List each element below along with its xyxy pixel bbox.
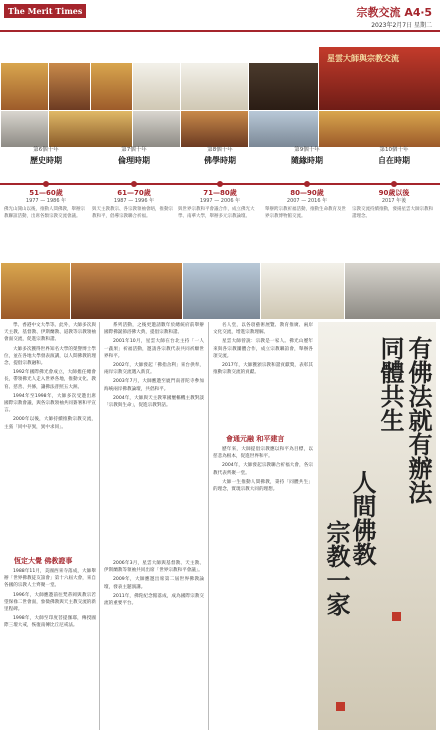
timeline-range: 61—70歲 xyxy=(117,189,151,197)
article-column-3 xyxy=(213,322,313,378)
timeline-dot xyxy=(304,181,310,187)
timeline-note: 宗教交流持續推動，發揚星雲大師宗教和諧理念。 xyxy=(352,207,433,219)
timeline-title: 倫理時期 xyxy=(118,156,150,165)
timeline-range: 90歲以後 xyxy=(378,189,410,197)
timeline-period-2 xyxy=(92,146,176,174)
timeline-dot xyxy=(131,181,137,187)
paragraph: 1992年國際佛光會成立，大師擔任總會長，帶領佛光人走入世界各地，推動文化、教育、慈善、共修，讓佛法普照五大洲。 xyxy=(4,370,96,390)
red-seal-stamp xyxy=(336,702,345,711)
timeline-range: 51—60歲 xyxy=(29,189,63,197)
paragraph: 1998年，大師至印度菩提伽耶，傳授國際三壇大戒，恢復南傳比丘尼戒法。 xyxy=(4,616,96,629)
banner-text: 星雲大師與宗教交流 xyxy=(327,54,399,63)
paragraph: 2004年，大師與天主教單國璽樞機主教對談「宗教與生命」，促進宗教對話。 xyxy=(104,395,204,409)
photo-group-monks xyxy=(0,262,72,320)
photo-temple-building xyxy=(182,262,262,320)
timeline-dot xyxy=(43,181,49,187)
paragraph: 2000年以後，大師持續推動宗教交流，主張「同中存異，異中求同」。 xyxy=(4,417,96,430)
paragraph: 星雲大師曾說：宗教是一家人。佛光山歷年來與各宗教團體合作，成立宗教聯誼會，舉辦各項交流。 xyxy=(213,339,313,359)
paragraph: 學、香港中文大學等。此外，大師多次與天主教、基督教、伊斯蘭教、道教等宗教領袖會面交流，促進宗教和諧。 xyxy=(4,323,96,343)
paragraph: 2004年，大師發起宗教聯合祈福大會，各宗教代表齊聚一堂。 xyxy=(213,463,313,476)
paragraph: 2002年，大師發起「佛指舍利」來台供奉，兩岸宗教交流邁入新頁。 xyxy=(104,363,204,376)
timeline-title: 歷史時期 xyxy=(30,156,62,165)
photo-small-5 xyxy=(248,110,320,148)
timeline-dot xyxy=(391,181,397,187)
timeline-period-4 xyxy=(265,146,349,174)
photo-small-6 xyxy=(318,110,440,148)
paragraph: 1996年，大師應邀前往梵蒂岡與教宗若望保祿二世會面，象徵佛教與天主教交流的新里程碑。 xyxy=(4,592,96,613)
paragraph: 大師一生推動人間佛教，秉持「同體共生」的理念，實現宗教大同的理想。 xyxy=(213,479,313,493)
calligraphy-line-4: 宗教一家 xyxy=(322,520,351,616)
paragraph: 2006年3月，星雲大師與基督教、天主教、伊斯蘭教等領袖共同出席「世界宗教和平會議」。 xyxy=(104,561,204,574)
paragraph: 1994年至1998年，大師多次受邀出席國際宗教會議，與各宗教領袖共同簽署和平宣言。 xyxy=(4,393,96,414)
photo-meeting xyxy=(344,262,440,320)
photo-handshake xyxy=(260,262,346,320)
newspaper-logo: The Merit Times xyxy=(4,4,86,18)
paragraph: 系列活動，之後更邀請數年於總統府前舉辦國際佛誕節浴佛大典，提倡宗教和諧。 xyxy=(104,323,204,336)
column-divider xyxy=(99,322,100,730)
timeline-note: 舉辦跨宗教祈福活動，推動生命教育及世界宗教博物館交流。 xyxy=(265,207,346,219)
timeline-range: 80—90歲 xyxy=(290,189,324,197)
masthead xyxy=(0,0,440,34)
photo-assembly xyxy=(70,262,184,320)
timeline-title: 佛學時期 xyxy=(204,156,236,165)
header-rule xyxy=(0,30,440,32)
photo-monks-standing xyxy=(90,62,134,112)
photo-small-3 xyxy=(132,110,182,148)
subheading-2: 會通元融 和平建言 xyxy=(226,435,285,443)
paragraph: 大師多次獲得世界知名大學的榮譽博士學位，並在各地大學發表演講，以人間佛教的理念，提倡宗教融和。 xyxy=(4,346,96,367)
timeline-period-3 xyxy=(178,146,262,174)
issue-date: 2023年2月7日 星期二 xyxy=(371,22,432,29)
timeline-dot xyxy=(217,181,223,187)
timeline-years: 2017 年後 xyxy=(381,198,407,204)
article-column-2 xyxy=(104,322,204,411)
paragraph: 2017年，大師獲頒宗教和諧貢獻獎，表彰其推動宗教交流的貢獻。 xyxy=(213,363,313,376)
calligraphy-line-1: 有佛法就有辦法 xyxy=(404,336,433,504)
photo-world-forum-banner xyxy=(180,62,250,112)
timeline-years: 1987 — 1996 年 xyxy=(113,198,155,204)
calligraphy-line-2: 同體共生 xyxy=(376,336,405,432)
timeline-label: 第8個十年 xyxy=(207,147,233,153)
timeline-period-1 xyxy=(4,146,88,174)
photo-banner-event xyxy=(318,46,440,112)
photo-religious-leaders xyxy=(248,62,320,112)
paragraph: 2003年7月，大師應邀至廈門南普陀寺參加海峽兩岸佛教論壇，共倡和平。 xyxy=(104,379,204,392)
paragraph: 1988年11月，美國西來寺落成，大師舉辦「世界佛教徒友誼會」第十六屆大會，來自各國的宗教人士齊聚一堂。 xyxy=(4,569,96,589)
timeline-period-5 xyxy=(352,146,436,174)
photo-small-2 xyxy=(48,110,134,148)
article-column-3-continued xyxy=(213,446,313,495)
calligraphy-line-3: 人間佛教 xyxy=(348,470,377,566)
paragraph: 名人堂，以各項藝術展覽、教育推廣、兩岸文化交流，增進宗教理解。 xyxy=(213,323,313,336)
photo-small-1 xyxy=(0,110,50,148)
photo-monks-orange xyxy=(0,62,50,112)
paragraph: 歷年來，大師提倡宗教應以和平為目標，以慈悲為根本，促進世界和平。 xyxy=(213,447,313,460)
paragraph: 2009年，大師應邀出席第二屆世界佛教論壇，發表主題演講。 xyxy=(104,577,204,590)
timeline-years: 1997 — 2006 年 xyxy=(199,198,241,204)
photo-small-4 xyxy=(180,110,250,148)
timeline-years: 1977 — 1986 年 xyxy=(25,198,67,204)
column-divider xyxy=(208,322,209,730)
timeline-title: 隨緣時期 xyxy=(291,156,323,165)
subheading-1: 恆定大覺 佛教證事 xyxy=(14,557,73,565)
article-column-2-continued xyxy=(104,560,204,609)
timeline-label: 第7個十年 xyxy=(121,147,147,153)
timeline-years: 2007 — 2016 年 xyxy=(286,198,328,204)
timeline-label: 第9個十年 xyxy=(294,147,320,153)
timeline-label: 第6個十年 xyxy=(33,147,59,153)
timeline-note: 與天主教教宗、各宗教領袖會晤，推動宗教和平，倡導宗教聯合祈福。 xyxy=(92,207,173,219)
timeline-note: 佛光山開山以後，推動人間佛教，舉辦宗教聯誼活動，出席各類宗教交流會議。 xyxy=(4,207,85,219)
timeline-title: 自在時期 xyxy=(378,156,410,165)
photo-speakers xyxy=(132,62,182,112)
photo-ceremony xyxy=(48,62,92,112)
paragraph: 2011年，佛陀紀念館落成，成為國際宗教交流的重要平台。 xyxy=(104,593,204,607)
timeline-note: 與世界宗教和平會議合作，成立佛光大學、南華大學，舉辦多元宗教論壇。 xyxy=(178,207,255,219)
timeline-range: 71—80歲 xyxy=(203,189,237,197)
red-seal-stamp xyxy=(392,612,401,621)
timeline-label: 第10個十年 xyxy=(379,147,409,153)
paragraph: 2001年10月，星雲大師在台北主持「一人一蔬果」祈福活動，邀請各宗教代表共同祈願世界和平。 xyxy=(104,339,204,359)
article-column-1-continued xyxy=(4,568,96,632)
article-column-1 xyxy=(4,322,96,433)
section-title: 宗教交流 A4‧5 xyxy=(356,6,432,19)
